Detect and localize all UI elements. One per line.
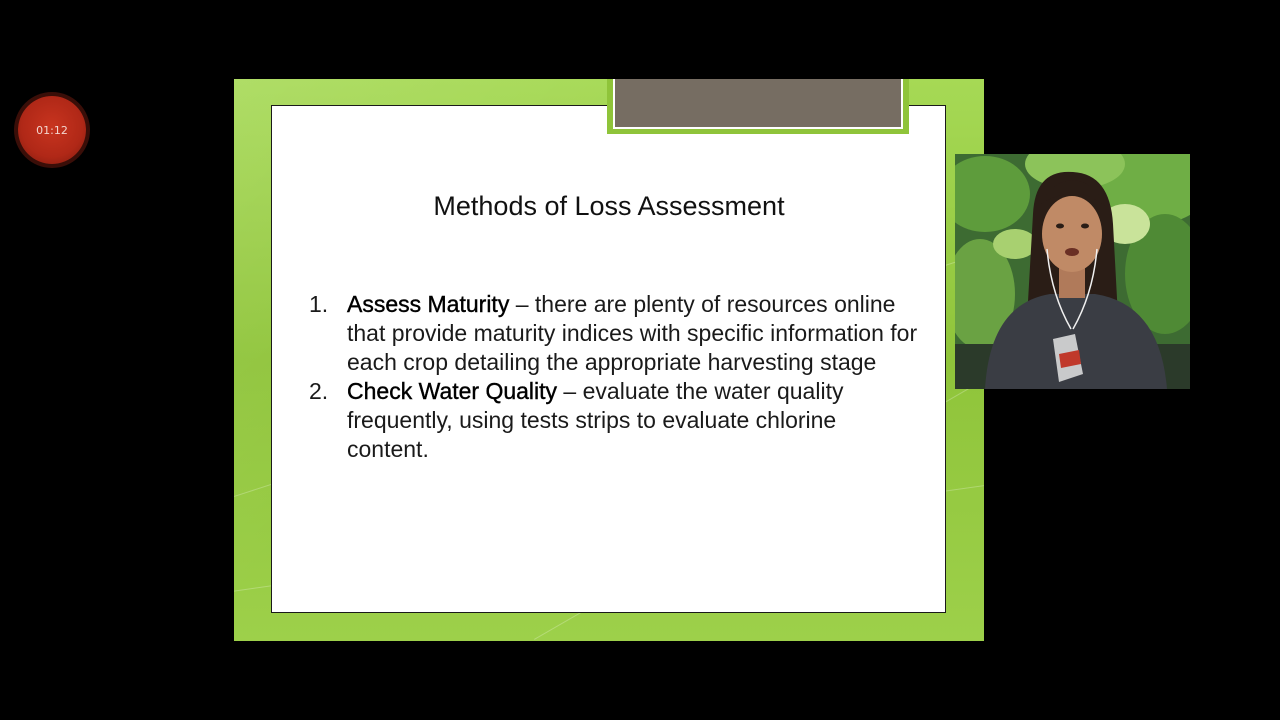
list-item-description: evaluate the water quality frequently, using tests strips to evaluate chlorine content. bbox=[347, 378, 844, 462]
list-item-number: 2. bbox=[309, 378, 329, 404]
presentation-slide bbox=[234, 79, 984, 641]
webcam-feed-icon bbox=[955, 154, 1190, 389]
slide-header-tab-block bbox=[613, 79, 903, 129]
list-item-description: there are plenty of resources online that provide maturity indices with specific information for each crop detailing the appropriate harvesting stage bbox=[347, 291, 918, 375]
list-item-number: 1. bbox=[309, 291, 329, 317]
slide-title: Methods of Loss Assessment bbox=[433, 191, 785, 221]
list-item-separator: – bbox=[509, 291, 535, 317]
list-item-term: Check Water Quality bbox=[347, 378, 558, 404]
list-item-term: Assess Maturity bbox=[347, 291, 510, 317]
recording-timer-text: 01:12 bbox=[36, 123, 68, 137]
slide-bullet-list bbox=[309, 290, 919, 464]
slide-list-item bbox=[309, 290, 919, 377]
recording-timer-button[interactable] bbox=[18, 96, 86, 164]
webcam-overlay[interactable] bbox=[955, 154, 1190, 389]
slide-list-item bbox=[309, 377, 919, 464]
list-item-separator: – bbox=[557, 378, 583, 404]
slide-header-tab bbox=[607, 79, 909, 134]
